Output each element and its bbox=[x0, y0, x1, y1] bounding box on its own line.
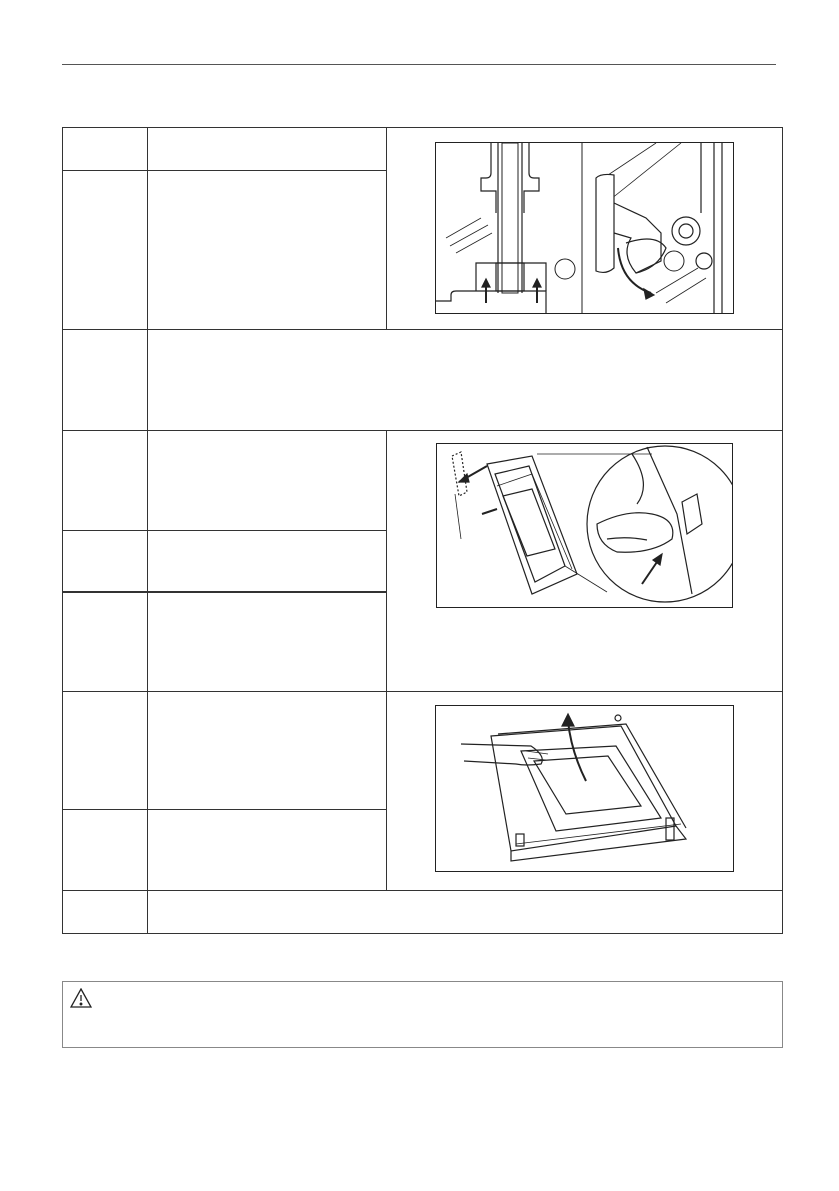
warning-box bbox=[62, 981, 783, 1048]
row-divider bbox=[63, 170, 386, 171]
image-column-divider bbox=[386, 430, 387, 891]
header-rule bbox=[62, 64, 776, 65]
row-divider bbox=[63, 430, 783, 431]
step-number-column-divider bbox=[147, 128, 148, 934]
door-hinge-lock-illustration bbox=[435, 142, 734, 314]
steps-table bbox=[62, 127, 783, 934]
image-column-divider bbox=[386, 128, 387, 329]
row-divider bbox=[63, 890, 783, 891]
row-divider bbox=[63, 530, 386, 531]
row-divider bbox=[63, 809, 386, 810]
door-trim-removal-illustration bbox=[436, 443, 733, 608]
warning-triangle-icon bbox=[70, 988, 92, 1008]
row-divider bbox=[63, 591, 386, 593]
glass-panel-lift-illustration bbox=[435, 705, 734, 872]
row-divider bbox=[63, 691, 783, 692]
row-divider bbox=[63, 329, 783, 330]
